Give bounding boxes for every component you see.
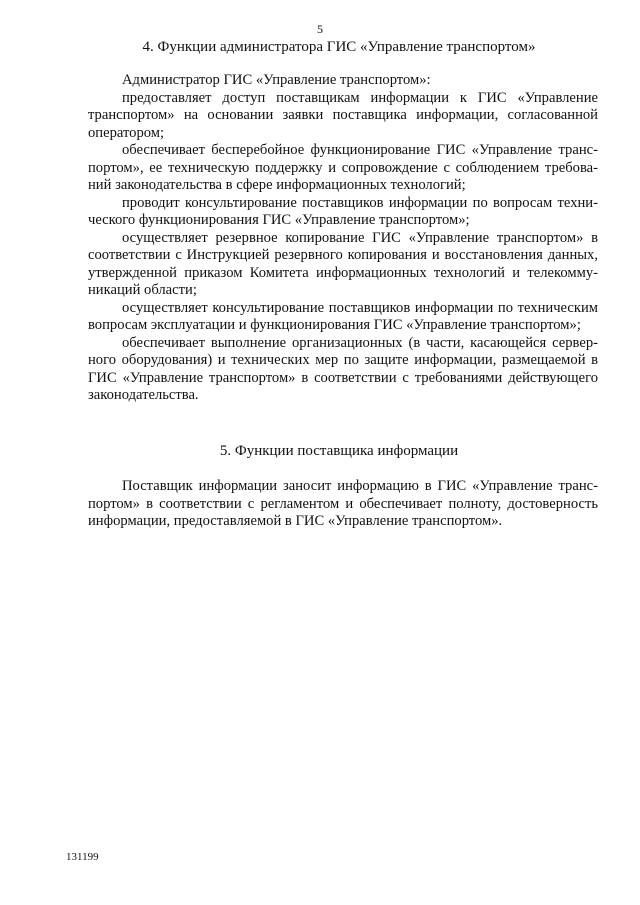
section-4-body bbox=[88, 72, 598, 405]
paragraph: предоставляет доступ поставщикам информации к ГИС «Управление транспортом» на основании заявки поставщика информации, согласованной оператором; bbox=[88, 89, 598, 141]
paragraph: осуществляет резервное копирование ГИС «Управление транспортом» в соответствии с Инструкцией резервного копирования и восстановления данных, утвержденной приказом Комитета информационных технологий и телекоммуникаций области; bbox=[88, 229, 598, 298]
section-4-title: 4. Функции администратора ГИС «Управление транспортом» bbox=[142, 39, 536, 55]
paragraph: Администратор ГИС «Управление транспортом»: bbox=[122, 72, 431, 88]
paragraph: проводит консультирование поставщиков информации по вопросам технического функционирования ГИС «Управление транспортом»; bbox=[88, 194, 598, 228]
paragraph: осуществляет консультирование поставщиков информации по техническим вопросам эксплуатации и функционирования ГИС «Управление транспортом»; bbox=[88, 299, 598, 333]
document-code: 131199 bbox=[66, 851, 99, 863]
paragraph: Поставщик информации заносит информацию в ГИС «Управление транспортом» в соответствии с регламентом и обеспечивает полноту, достоверность информации, предоставляемой в ГИС «Управление транспортом». bbox=[88, 478, 598, 529]
page-number: 5 bbox=[317, 22, 323, 36]
paragraph: обеспечивает выполнение организационных (в части, касающейся серверного оборудования) и технических мер по защите информации, размещаемой в ГИС «Управление транспортом» в соответствии с требованиями действующего законодательства. bbox=[88, 334, 598, 403]
paragraph: обеспечивает бесперебойное функционирование ГИС «Управление транспортом», ее техническую поддержку и сопровождение с соблюдением требований законодательства в сфере информационных технологий; bbox=[88, 142, 598, 193]
section-5-title: 5. Функции поставщика информации bbox=[219, 443, 459, 459]
section-5-body bbox=[88, 478, 598, 531]
